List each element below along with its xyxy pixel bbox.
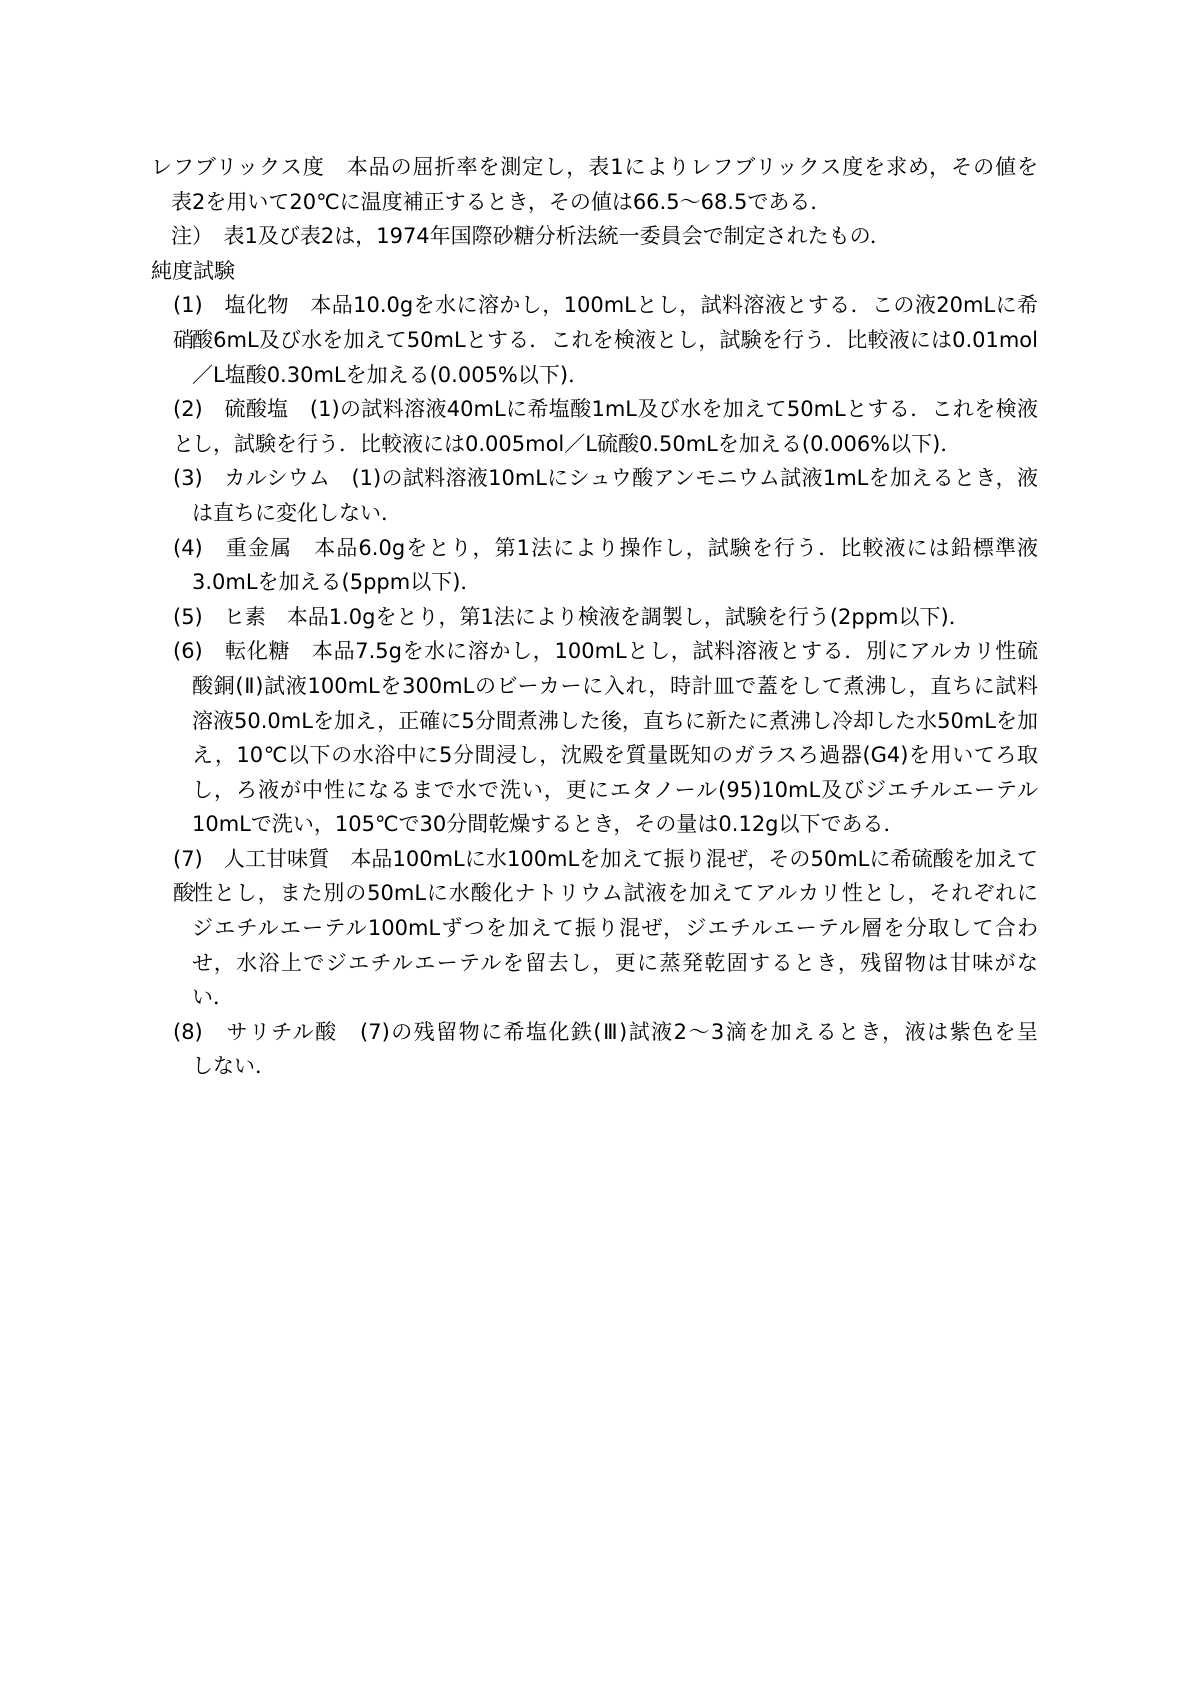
document-body [0,150,1181,1084]
text-line: 注） 表1及び表2は，1974年国際砂糖分析法統一委員会で制定されたもの． [171,224,891,249]
text-line: (5) ヒ素 本品1.0gをとり，第1法により検液を調製し，試験を行う(2ppm以下)． [173,604,970,629]
item-1-chloride [0,288,1181,392]
text-line: 酸6mL及び水を加えて50mLとする．これを検液とし，試験を行う．比較液には0.01mol [192,327,1038,352]
text-line: し，試験を行う．比較液には0.005mol／L硫酸0.50mLを加える(0.006%以下)． [192,431,962,456]
item-8-salicylic-acid [0,1015,1181,1084]
text-line: せ，水浴上でジエチルエーテルを留去し，更に蒸発乾固するとき，残留物は甘味がな [192,950,1038,975]
text-line: (3) カルシウム (1)の試料溶液10mLにシュウ酸アンモニウム試液1mLを加えるとき，液 [173,466,1038,491]
text-line: (4) 重金属 本品6.0gをとり，第1法により操作し，試験を行う．比較液には鉛標準液 [173,535,1038,560]
text-line: 10mLで洗い，105℃で30分間乾燥するとき，その量は0.12g以下である． [192,812,905,837]
text-line: (7) 人工甘味質 本品100mLに水100mLを加えて振り混ぜ，その50mLに希硫酸を加えて酸 [173,846,1038,906]
text-line: 性とし，また別の50mLに水酸化ナトリウム試液を加えてアルカリ性とし，それぞれに [192,881,1038,906]
text-line: は直ちに変化しない． [192,500,402,525]
refractive-brix-paragraph [0,150,1181,219]
text-line: 酸銅(Ⅱ)試液100mLを300mLのビーカーに入れ，時計皿で蓋をして煮沸し，直ちに試料 [192,673,1038,698]
text-line: (6) 転化糖 本品7.5gを水に溶かし，100mLとし，試料溶液とする．別にアルカリ性硫 [173,639,1038,664]
text-line: 純度試験 [151,258,235,283]
text-line: レフブリックス度 本品の屈折率を測定し，表1によりレフブリックス度を求め，その値を [151,155,1038,179]
text-line: (2) 硫酸塩 (1)の試料溶液40mLに希塩酸1mL及び水を加えて50mLとする．これを検液と [173,397,1038,456]
item-4-heavy-metals [0,531,1181,600]
text-line: ジエチルエーテル100mLずつを加えて振り混ぜ，ジエチルエーテル層を分取して合わ [192,916,1038,941]
text-line: い． [192,985,234,1010]
text-line: 溶液50.0mLを加え，正確に5分間煮沸した後，直ちに新たに煮沸し冷却した水50mLを加 [192,708,1038,733]
text-line: しない． [192,1054,276,1079]
text-line: 表2を用いて20℃に温度補正するとき，その値は66.5～68.5である． [171,189,832,214]
item-7-artificial-sweetener [0,842,1181,1015]
text-line: ／L塩酸0.30mLを加える(0.005%以下)． [192,362,590,387]
text-line: (8) サリチル酸 (7)の残留物に希塩化鉄(Ⅲ)試液2～3滴を加えるとき，液は紫色を呈 [173,1019,1038,1044]
text-line: し，ろ液が中性になるまで水で洗い，更にエタノール(95)10mL及びジエチルエーテル [192,777,1038,802]
item-6-invert-sugar [0,634,1181,842]
item-2-sulfate [0,392,1181,461]
text-line: (1) 塩化物 本品10.0gを水に溶かし，100mLとし，試料溶液とする．この液20mLに希硝 [173,293,1038,352]
note-paragraph [0,219,1181,254]
item-3-calcium [0,461,1181,530]
purity-test-heading [0,254,1181,289]
item-5-arsenic [0,600,1181,635]
text-line: え，10℃以下の水浴中に5分間浸し，沈殿を質量既知のガラスろ過器(G4)を用いてろ取 [192,743,1038,768]
text-line: 3.0mLを加える(5ppm以下)． [192,570,482,595]
